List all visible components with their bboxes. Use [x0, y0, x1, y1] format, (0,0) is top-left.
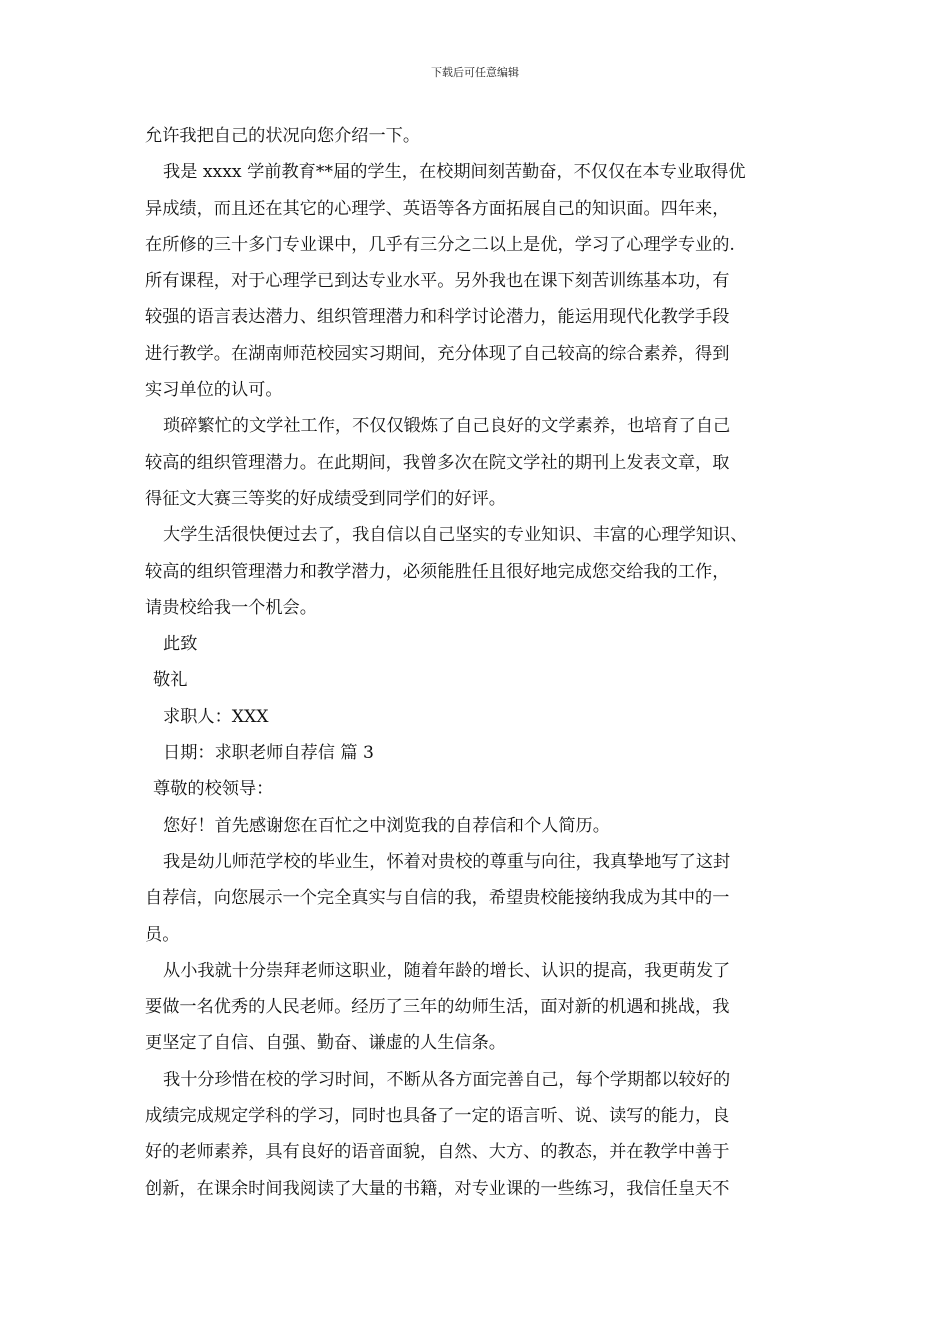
text-line: 得征文大赛三等奖的好成绩受到同学们的好评。	[145, 488, 506, 509]
paragraph-line: 大学生活很快便过去了，我自信以自己坚实的专业知识、丰富的心理学知识、	[163, 525, 748, 546]
text-line: 成绩完成规定学科的学习，同时也具备了一定的语言听、说、读写的能力，良	[145, 1106, 730, 1127]
salutation-line: 敬礼	[153, 670, 188, 691]
text-line: 好的老师素养，具有良好的语音面貌，自然、大方、的教态，并在教学中善于	[145, 1142, 730, 1163]
signature-line: 求职人：XXX	[163, 706, 269, 727]
text-line: 进行教学。在湖南师范校园实习期间，充分体现了自己较高的综合素养，得到	[145, 343, 730, 364]
text-line: 较高的组织管理潜力和教学潜力，必须能胜任且很好地完成您交给我的工作，	[145, 561, 730, 582]
text-line: 异成绩，而且还在其它的心理学、英语等各方面拓展自己的知识面。四年来，	[145, 198, 730, 219]
text-line: 在所修的三十多门专业课中，几乎有三分之二以上是优，学习了心理学专业的.	[145, 234, 735, 255]
text-line: 所有课程，对于心理学已到达专业水平。另外我也在课下刻苦训练基本功，有	[145, 271, 730, 292]
paragraph-line: 我是幼儿师范学校的毕业生，怀着对贵校的尊重与向往，我真挚地写了这封	[163, 851, 731, 872]
text-line: 允许我把自己的状况向您介绍一下。	[145, 126, 421, 146]
text-line: 员。	[145, 924, 180, 945]
closing-line: 此致	[163, 634, 198, 655]
text-line: 请贵校给我一个机会。	[145, 597, 317, 618]
paragraph-line: 您好！首先感谢您在百忙之中浏览我的自荐信和个人简历。	[163, 815, 610, 836]
text-line: 更坚定了自信、自强、勤奋、谦虚的人生信条。	[145, 1033, 506, 1054]
text-line: 自荐信，向您展示一个完全真实与自信的我，希望贵校能接纳我成为其中的一	[145, 888, 730, 909]
date-line: 日期：求职老师自荐信 篇 3	[163, 743, 374, 764]
text-line: 较强的语言表达潜力、组织管理潜力和科学讨论潜力，能运用现代化教学手段	[145, 307, 730, 328]
text-line: 较高的组织管理潜力。在此期间，我曾多次在院文学社的期刊上发表文章，取	[145, 452, 730, 473]
page-header: 下载后可任意编辑	[431, 66, 519, 79]
paragraph-line: 从小我就十分崇拜老师这职业，随着年龄的增长、认识的提高，我更萌发了	[163, 960, 731, 981]
paragraph-line: 我十分珍惜在校的学习时间，不断从各方面完善自己，每个学期都以较好的	[163, 1069, 731, 1090]
paragraph-line: 琐碎繁忙的文学社工作，不仅仅锻炼了自己良好的文学素养，也培育了自己	[163, 416, 731, 437]
text-line: 要做一名优秀的人民老师。经历了三年的幼师生活，面对新的机遇和挑战，我	[145, 997, 730, 1018]
text-line: 创新，在课余时间我阅读了大量的书籍，对专业课的一些练习，我信任皇天不	[145, 1178, 730, 1199]
paragraph-line: 我是 xxxx 学前教育**届的学生，在校期间刻苦勤奋，不仅仅在本专业取得优	[163, 162, 746, 183]
text-line: 实习单位的认可。	[145, 380, 283, 401]
greeting-line: 尊敬的校领导：	[153, 779, 274, 800]
document-body	[145, 118, 825, 1207]
